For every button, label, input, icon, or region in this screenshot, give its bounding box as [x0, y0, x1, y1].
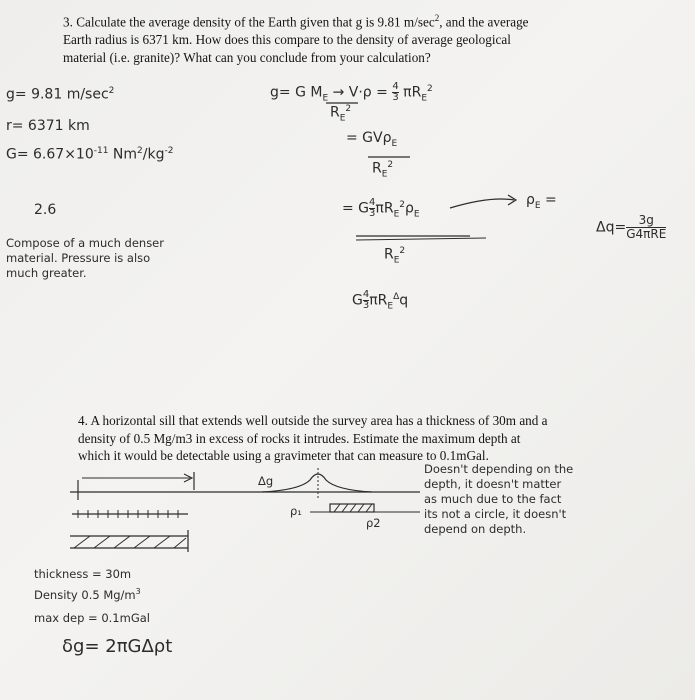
q3-fraction-bar-4	[356, 238, 486, 240]
q4-given-thickness: thickness = 30m	[34, 567, 132, 581]
q3-conclusion-line3: much greater.	[6, 266, 87, 280]
q3-given-g: g= 9.81 $m/\sec^2$	[6, 86, 115, 103]
q4-sketch-rho1: ρ₁	[290, 504, 302, 518]
q4-sketch-delta-g: Δg	[258, 474, 274, 488]
q3-conclusion-line1: Compose of a much denser	[6, 236, 164, 250]
q4-note-line3: as much due to the fact	[424, 492, 562, 506]
q3-arrow-to-rho	[450, 199, 514, 208]
q4-note-line4: its not a circle, it doesn't	[424, 507, 567, 521]
q4-question-line1: 4. A horizontal sill that extends well outside the survey area has a thickness of 30m and a	[78, 413, 548, 428]
q3-derivation-line3-den: $R_E^2$	[384, 246, 406, 266]
q3-rho-formula: Δq= 3g G4πRE	[596, 213, 667, 241]
q4-question-line3: which it would be detectable using a gravimeter that can measure to 0.1mGal.	[78, 448, 489, 464]
q3-question-line1: 3. Calculate the average density of the Earth given that g is 9.81 $m/\sec^2$, and the average	[63, 13, 529, 30]
q3-derivation-line3-num: = G $\frac{4}{3}$ $\pi R_E^2\rho_E$	[342, 197, 420, 220]
q4-sketch-hatch-lines	[334, 504, 372, 512]
q3-conclusion-line2: material. Pressure is also	[6, 251, 151, 265]
q4-sketch-rho2: ρ2	[366, 516, 381, 530]
q3-rho-label: $\rho_E$ =	[526, 192, 557, 211]
q3-derivation-line1: g= G $M_E \to V\cdot\rho$ = $\frac{4}{3}$ $\pi R_E^2$	[270, 81, 433, 104]
q4-given-density: Density 0.5 $Mg/m^3$	[34, 587, 141, 602]
q3-question-line3: material (i.e. granite)? What can you conclude from your calculation?	[63, 49, 431, 65]
q4-given-max-dep: max dep = 0.1mGal	[34, 610, 150, 625]
q4-note-line5: depend on depth.	[424, 522, 527, 536]
q3-derivation-line2-den: $R_E^2$	[372, 160, 394, 180]
q3-answer: 2.6	[34, 202, 57, 218]
q3-derivation-line2-num: = GVρ$_E$	[346, 130, 398, 149]
q3-question-line2: Earth radius is 6371 km. How does this compare to the density of average geological	[63, 31, 511, 47]
q4-note-line2: depth, it doesn't matter	[424, 477, 562, 491]
q3-given-r: r= 6371 km	[6, 118, 90, 134]
q4-formula: δg= 2πGΔρt	[62, 636, 173, 657]
q3-given-G: $G= 6.67\times 10^{-11}$ $Nm^2/kg^{-2}$	[6, 146, 174, 163]
q3-derivation-line4: G $\frac{4}{3}$ $\pi R_E^\Delta q$	[352, 289, 409, 312]
q4-sketch-anomaly-curve	[262, 474, 372, 492]
q4-question-line2: density of 0.5 Mg/m3 in excess of rocks it intrudes. Estimate the maximum depth at	[78, 430, 521, 446]
q4-note-line1: Doesn't depending on the	[424, 462, 574, 476]
q4-sketch-sill-hatch	[74, 536, 186, 548]
q3-derivation-line1-den: $R_E^2$	[330, 104, 352, 124]
